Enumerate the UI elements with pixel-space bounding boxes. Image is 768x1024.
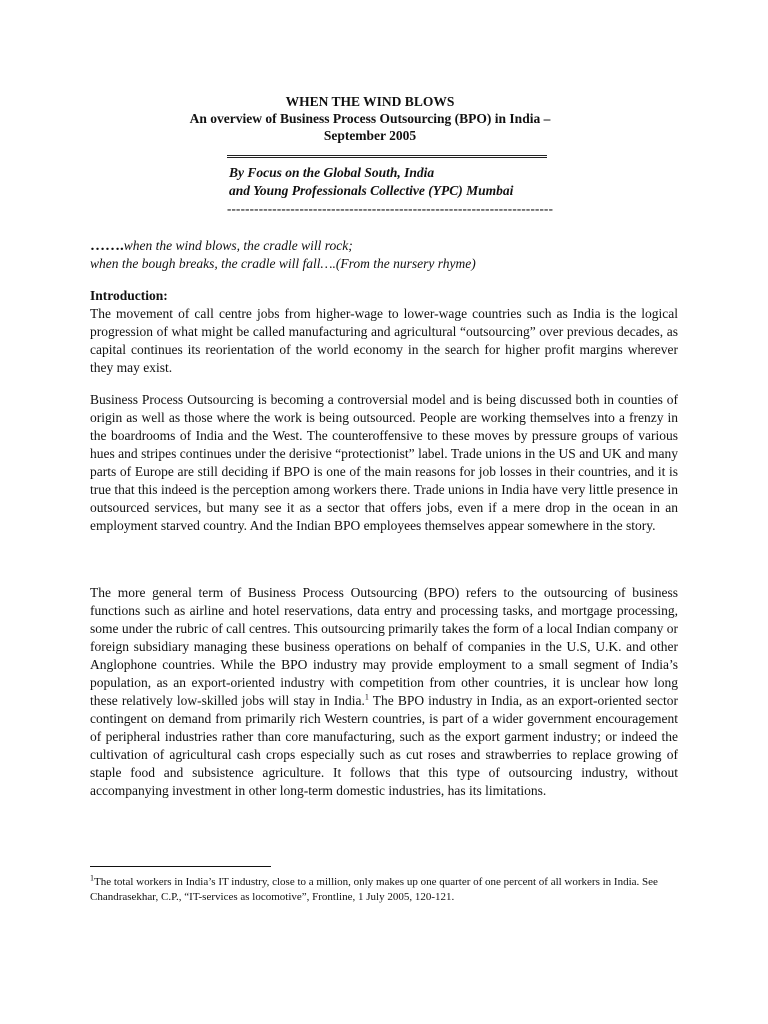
title-line-2: An overview of Business Process Outsourcing (BPO) in India –	[189, 111, 551, 126]
paragraph-2: Business Process Outsourcing is becoming a controversial model and is being discussed both in counties of origin as well as those where the work is being outsourced. People are working themselves into a frenzy in the boardrooms of India and the West. The counteroffensive to these moves by pressure groups of various hues and stripes continues under the derisive “protectionist” label. Trade unions in the US and UK and many parts of Europe are still deciding if BPO is one of the main reasons for job losses in their countries, and it is true that this indeed is the perception among workers there. Trade unions in India have very little presence in outsourced services, but many see it as a sector that offers jobs, even if a mere drop in the ocean in an employment starved country. And the Indian BPO employees themselves appear somewhere in the story.	[90, 392, 678, 533]
dashed-divider: ------------------------------------------------------------------------	[227, 201, 554, 216]
title-line-1: WHEN THE WIND BLOWS	[285, 94, 455, 109]
paragraph-3-part-a: The more general term of Business Process Outsourcing (BPO) refers to the outsourcing of business functions such as airline and hotel reservations, data entry and processing tasks, and mortgage processing, some under the rubric of call centres. This outsourcing primarily takes the form of a local Indian company or foreign subsidiary managing these business operations on behalf of companies in the U.S, U.K. and other Anglophone countries. While the BPO industry may provide employment to a small segment of India’s population, as an export-oriented industry with competition from other countries, it is unclear how long these relatively low-skilled jobs will stay in India.	[90, 585, 678, 708]
byline-line-1: By Focus on the Global South, India	[229, 165, 435, 180]
document-title	[0, 93, 740, 144]
footnote-text: The total workers in India’s IT industry, close to a million, only makes up one quarter of one percent of all workers in India. See Chandrasekhar, C.P., “IT-services as locomotive”, Frontline, 1 July 2005, 120-121.	[90, 876, 658, 903]
title-line-3: September 2005	[323, 128, 417, 143]
paragraph-1: The movement of call centre jobs from higher-wage to lower-wage countries such as India is the logical progression of what might be called manufacturing and agricultural “outsourcing” over previous decades, as capital continues its reorientation of the world economy in the search for higher profit margins wherever they may exist.	[90, 306, 678, 375]
epigraph-line-2: when the bough breaks, the cradle will fall….(From the nursery rhyme)	[90, 256, 476, 271]
epigraph-line-1: when the wind blows, the cradle will rock;	[123, 238, 353, 253]
epigraph-ellipsis: …….	[90, 238, 124, 254]
footnote-reference[interactable]: 1	[364, 692, 369, 702]
section-heading: Introduction:	[90, 288, 168, 303]
byline	[229, 164, 513, 200]
paragraph-3-part-b: The BPO industry in India, as an export-oriented sector contingent on demand from primarily rich Western countries, is part of a wider government encouragement of peripheral industries rather than core manufacturing, such as the export garment industry; or indeed the cultivation of agricultural cash crops especially such as cut roses and strawberries to replace growing of staple food and subsistence agriculture. It follows that this type of outsourcing industry, without accompanying investment in other long-term domestic industries, has its limitations.	[90, 693, 678, 798]
paragraph-3	[90, 584, 678, 800]
byline-line-2: and Young Professionals Collective (YPC) Mumbai	[229, 183, 514, 198]
epigraph	[90, 237, 690, 272]
byline-double-rule	[227, 155, 547, 158]
footnote-separator	[90, 866, 271, 867]
footnote	[90, 875, 690, 905]
footnote-marker: 1	[90, 873, 94, 883]
